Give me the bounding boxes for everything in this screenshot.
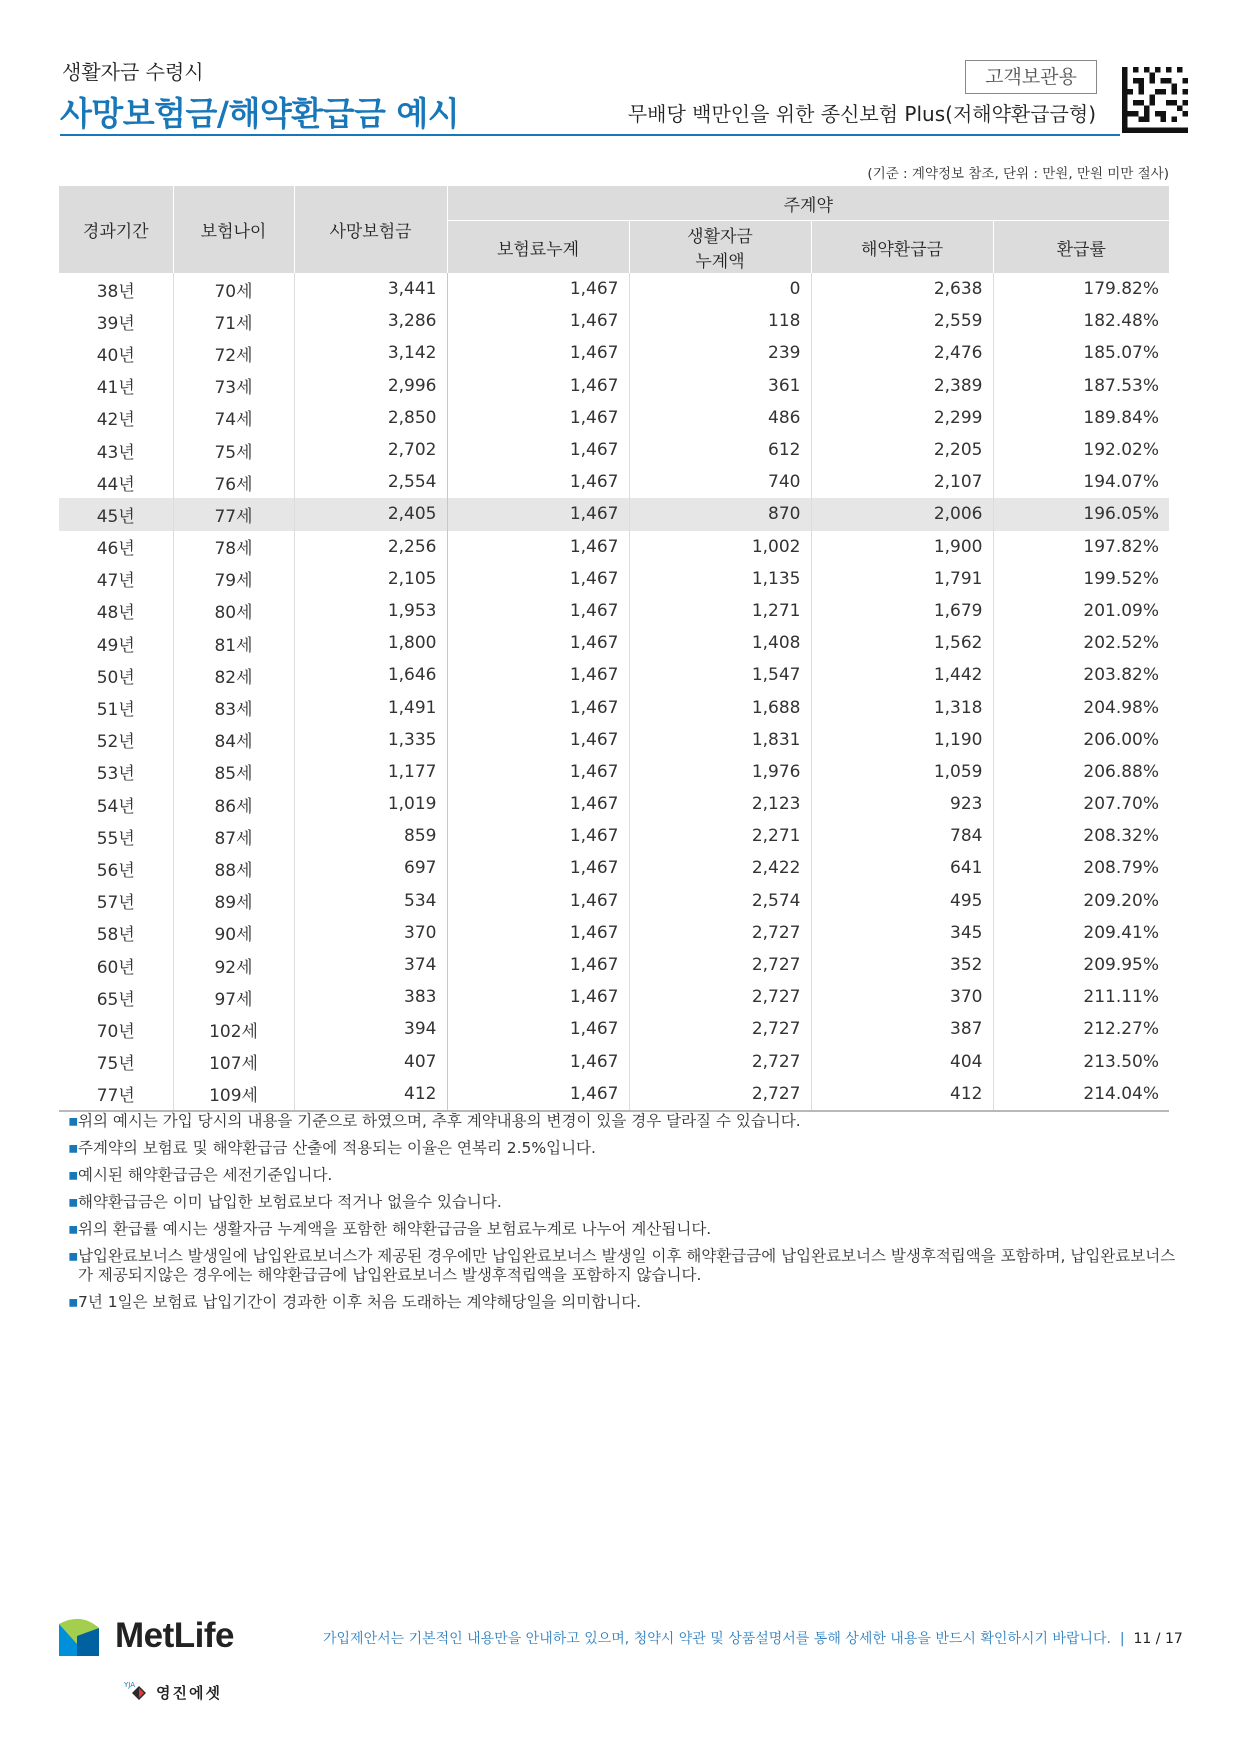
cell-age: 88세 — [173, 852, 294, 884]
cell-period: 48년 — [96, 603, 135, 624]
table-row — [59, 788, 1169, 820]
note-text: 납입완료보너스 발생일에 납입완료보너스가 제공된 경우에만 납입완료보너스 발생일 이후 해약환급금에 납입완료보너스 발생후적립액을 포함하며, 납입완료보너스가 제공되지않은 경우에는 해약환급금에 납입완료보너스 발생후적립액을 포함하지 않습니다. — [78, 1247, 1176, 1284]
cell-premium-total: 1,467 — [447, 917, 629, 949]
cell-age: 71세 — [173, 305, 294, 337]
cell-period: 46년 — [96, 539, 135, 560]
cell-surrender-value: 2,299 — [811, 402, 993, 434]
cell-living-fund: 2,727 — [629, 949, 811, 981]
cell-age: 97세 — [173, 981, 294, 1013]
note-text: 해약환급금은 이미 납입한 보험료보다 적거나 없을수 있습니다. — [78, 1193, 502, 1211]
cell-surrender-value: 641 — [811, 852, 993, 884]
cell-living-fund: 1,271 — [629, 595, 811, 627]
cell-refund-rate: 194.07% — [993, 466, 1169, 498]
note-text: 7년 1일은 보험료 납입기간이 경과한 이후 처음 도래하는 계약해당일을 의미합니다. — [78, 1293, 642, 1311]
cell-premium-total: 1,467 — [447, 563, 629, 595]
note-text: 위의 예시는 가입 당시의 내용을 기준으로 하였으며, 추후 계약내용의 변경이 있을 경우 달라질 수 있습니다. — [78, 1112, 801, 1130]
cell-living-fund: 361 — [629, 370, 811, 402]
cell-death-benefit: 697 — [294, 852, 447, 884]
cell-surrender-value: 784 — [811, 820, 993, 852]
table-row — [59, 917, 1169, 949]
cell-age: 76세 — [173, 466, 294, 498]
cell-period: 41년 — [96, 378, 135, 399]
cell-death-benefit: 2,996 — [294, 370, 447, 402]
product-name: 무배당 백만인을 위한 종신보험 Plus(저해약환급금형) — [627, 102, 1096, 126]
cell-premium-total: 1,467 — [447, 531, 629, 563]
cell-death-benefit: 374 — [294, 949, 447, 981]
cell-age: 86세 — [173, 788, 294, 820]
cell-age: 90세 — [173, 917, 294, 949]
cell-premium-total: 1,467 — [447, 466, 629, 498]
cell-premium-total: 1,467 — [447, 820, 629, 852]
cell-death-benefit: 3,142 — [294, 337, 447, 369]
cell-age: 82세 — [173, 659, 294, 691]
cell-surrender-value: 495 — [811, 885, 993, 917]
cell-death-benefit: 2,702 — [294, 434, 447, 466]
cell-living-fund: 740 — [629, 466, 811, 498]
cell-age: 78세 — [173, 531, 294, 563]
cell-premium-total: 1,467 — [447, 659, 629, 691]
cell-age: 92세 — [173, 949, 294, 981]
cell-death-benefit: 1,019 — [294, 788, 447, 820]
cell-period: 70년 — [96, 1021, 135, 1042]
cell-death-benefit: 2,405 — [294, 498, 447, 530]
table-row — [59, 305, 1169, 337]
customer-copy-badge: 고객보관용 — [965, 60, 1097, 94]
cell-living-fund: 1,688 — [629, 691, 811, 723]
header-period: 경과기간 — [59, 186, 173, 273]
cell-death-benefit: 2,554 — [294, 466, 447, 498]
cell-refund-rate: 197.82% — [993, 531, 1169, 563]
note-item — [68, 1193, 1178, 1212]
table-row — [59, 370, 1169, 402]
table-row — [59, 563, 1169, 595]
cell-living-fund: 1,831 — [629, 724, 811, 756]
cell-living-fund: 1,135 — [629, 563, 811, 595]
cell-death-benefit: 1,491 — [294, 691, 447, 723]
note-item — [68, 1293, 1178, 1312]
cell-surrender-value: 1,442 — [811, 659, 993, 691]
cell-surrender-value: 352 — [811, 949, 993, 981]
cell-living-fund: 2,727 — [629, 917, 811, 949]
cell-age: 107세 — [173, 1046, 294, 1078]
table-row — [59, 402, 1169, 434]
cell-period: 55년 — [96, 828, 135, 849]
cell-period: 47년 — [96, 571, 135, 592]
cell-death-benefit: 534 — [294, 885, 447, 917]
cell-death-benefit: 370 — [294, 917, 447, 949]
cell-age: 74세 — [173, 402, 294, 434]
note-text: 주계약의 보험료 및 해약환급금 산출에 적용되는 이율은 연복리 2.5%입니다. — [78, 1139, 596, 1157]
cell-age: 84세 — [173, 724, 294, 756]
cell-surrender-value: 345 — [811, 917, 993, 949]
cell-death-benefit: 1,646 — [294, 659, 447, 691]
youngjin-logo-icon — [124, 1678, 154, 1704]
cell-surrender-value: 412 — [811, 1078, 993, 1111]
cell-refund-rate: 189.84% — [993, 402, 1169, 434]
cell-living-fund: 2,727 — [629, 1013, 811, 1045]
cell-death-benefit: 412 — [294, 1078, 447, 1111]
cell-age: 87세 — [173, 820, 294, 852]
note-item — [68, 1112, 1178, 1131]
cell-refund-rate: 182.48% — [993, 305, 1169, 337]
unit-basis-note: (기준 : 계약정보 참조, 단위 : 만원, 만원 미만 절사) — [867, 166, 1169, 182]
cell-death-benefit: 383 — [294, 981, 447, 1013]
metlife-logo-icon — [59, 1614, 109, 1656]
table-row — [59, 1046, 1169, 1078]
cell-age: 81세 — [173, 627, 294, 659]
cell-age: 73세 — [173, 370, 294, 402]
cell-refund-rate: 212.27% — [993, 1013, 1169, 1045]
cell-age: 89세 — [173, 885, 294, 917]
cell-living-fund: 1,408 — [629, 627, 811, 659]
note-item — [68, 1247, 1178, 1285]
cell-premium-total: 1,467 — [447, 756, 629, 788]
note-item — [68, 1139, 1178, 1158]
cell-death-benefit: 3,286 — [294, 305, 447, 337]
page-number: 11 / 17 — [1133, 1631, 1183, 1647]
cell-living-fund: 2,422 — [629, 852, 811, 884]
header-premium-total: 보험료누계 — [447, 221, 629, 274]
cell-premium-total: 1,467 — [447, 852, 629, 884]
cell-living-fund: 2,271 — [629, 820, 811, 852]
cell-death-benefit: 859 — [294, 820, 447, 852]
table-row — [59, 852, 1169, 884]
cell-age: 72세 — [173, 337, 294, 369]
cell-period: 45년 — [59, 498, 173, 530]
table-row — [59, 756, 1169, 788]
cell-period: 43년 — [96, 442, 135, 463]
table-row — [59, 595, 1169, 627]
notes-list — [68, 1112, 1178, 1320]
bullet-icon: ▪ — [68, 1139, 79, 1157]
cell-period: 40년 — [96, 345, 135, 366]
cell-age: 75세 — [173, 434, 294, 466]
cell-surrender-value: 2,559 — [811, 305, 993, 337]
cell-period: 38년 — [96, 281, 135, 302]
benefit-table — [59, 186, 1169, 1112]
header-death-benefit: 사망보험금 — [294, 186, 447, 273]
cell-surrender-value: 2,006 — [811, 498, 993, 530]
cell-living-fund: 118 — [629, 305, 811, 337]
header-living-fund — [629, 221, 811, 274]
table-row — [59, 885, 1169, 917]
cell-refund-rate: 208.32% — [993, 820, 1169, 852]
cell-period: 56년 — [96, 860, 135, 881]
cell-surrender-value: 1,679 — [811, 595, 993, 627]
header-main-contract: 주계약 — [447, 186, 1169, 221]
cell-surrender-value: 1,900 — [811, 531, 993, 563]
cell-age: 77세 — [173, 498, 294, 530]
cell-surrender-value: 2,638 — [811, 273, 993, 305]
cell-age: 102세 — [173, 1013, 294, 1045]
cell-refund-rate: 209.95% — [993, 949, 1169, 981]
cell-surrender-value: 387 — [811, 1013, 993, 1045]
cell-living-fund: 239 — [629, 337, 811, 369]
cell-period: 53년 — [96, 764, 135, 785]
table-row — [59, 1078, 1169, 1111]
cell-living-fund: 1,976 — [629, 756, 811, 788]
cell-age: 80세 — [173, 595, 294, 627]
table-row — [59, 949, 1169, 981]
table-row — [59, 1013, 1169, 1045]
cell-living-fund: 1,002 — [629, 531, 811, 563]
cell-premium-total: 1,467 — [447, 1078, 629, 1111]
cell-death-benefit: 394 — [294, 1013, 447, 1045]
cell-refund-rate: 206.00% — [993, 724, 1169, 756]
cell-period: 39년 — [96, 313, 135, 334]
table-row — [59, 820, 1169, 852]
cell-refund-rate: 209.20% — [993, 885, 1169, 917]
bullet-icon: ▪ — [68, 1166, 79, 1184]
cell-surrender-value: 2,107 — [811, 466, 993, 498]
qr-code-icon — [1122, 66, 1188, 134]
cell-age: 70세 — [173, 273, 294, 305]
cell-surrender-value: 2,205 — [811, 434, 993, 466]
cell-refund-rate: 211.11% — [993, 981, 1169, 1013]
page-header — [60, 50, 1187, 140]
cell-period: 44년 — [96, 474, 135, 495]
table-row — [59, 273, 1169, 305]
cell-period: 75년 — [96, 1054, 135, 1075]
metlife-wordmark: MetLife — [115, 1616, 234, 1655]
cell-refund-rate: 203.82% — [993, 659, 1169, 691]
cell-death-benefit: 2,850 — [294, 402, 447, 434]
cell-living-fund: 1,547 — [629, 659, 811, 691]
cell-refund-rate: 202.52% — [993, 627, 1169, 659]
cell-death-benefit: 2,105 — [294, 563, 447, 595]
bullet-icon: ▪ — [68, 1247, 79, 1265]
page-title: 사망보험금/해약환급금 예시 — [60, 94, 460, 133]
cell-period: 54년 — [96, 796, 135, 817]
table-body — [59, 273, 1169, 1111]
cell-premium-total: 1,467 — [447, 498, 629, 530]
cell-period: 52년 — [96, 732, 135, 753]
cell-death-benefit: 407 — [294, 1046, 447, 1078]
cell-period: 50년 — [96, 667, 135, 688]
table-row — [59, 691, 1169, 723]
cell-refund-rate: 213.50% — [993, 1046, 1169, 1078]
cell-age: 79세 — [173, 563, 294, 595]
table-row — [59, 724, 1169, 756]
cell-surrender-value: 923 — [811, 788, 993, 820]
cell-refund-rate: 179.82% — [993, 273, 1169, 305]
header-living-fund-line2: 누계액 — [695, 252, 745, 272]
cell-living-fund: 2,727 — [629, 1078, 811, 1111]
cell-period: 57년 — [96, 893, 135, 914]
cell-surrender-value: 2,389 — [811, 370, 993, 402]
cell-living-fund: 486 — [629, 402, 811, 434]
cell-period: 60년 — [96, 957, 135, 978]
cell-premium-total: 1,467 — [447, 273, 629, 305]
header-refund-rate: 환급률 — [993, 221, 1169, 274]
cell-death-benefit: 2,256 — [294, 531, 447, 563]
table-row — [59, 531, 1169, 563]
cell-living-fund: 0 — [629, 273, 811, 305]
note-item — [68, 1166, 1178, 1185]
table-row — [59, 337, 1169, 369]
cell-surrender-value: 404 — [811, 1046, 993, 1078]
cell-living-fund: 2,123 — [629, 788, 811, 820]
table-header — [59, 186, 1169, 273]
cell-period: 77년 — [59, 1078, 173, 1111]
agency-name: 영진에셋 — [156, 1684, 222, 1702]
table-row — [59, 659, 1169, 691]
cell-refund-rate: 208.79% — [993, 852, 1169, 884]
bullet-icon: ▪ — [68, 1193, 79, 1211]
cell-premium-total: 1,467 — [447, 434, 629, 466]
cell-surrender-value: 370 — [811, 981, 993, 1013]
cell-period: 51년 — [96, 700, 135, 721]
cell-surrender-value: 1,059 — [811, 756, 993, 788]
note-text: 예시된 해약환급금은 세전기준입니다. — [78, 1166, 333, 1184]
cell-premium-total: 1,467 — [447, 402, 629, 434]
bullet-icon: ▪ — [68, 1293, 79, 1311]
cell-living-fund: 612 — [629, 434, 811, 466]
title-underline — [60, 134, 1120, 136]
header-surrender-value: 해약환급금 — [811, 221, 993, 274]
footer-disclaimer — [323, 1628, 1183, 1648]
table-row — [59, 498, 1169, 530]
table-row — [59, 434, 1169, 466]
table-row — [59, 466, 1169, 498]
cell-premium-total: 1,467 — [447, 981, 629, 1013]
cell-refund-rate: 207.70% — [993, 788, 1169, 820]
cell-premium-total: 1,467 — [447, 1013, 629, 1045]
cell-death-benefit: 1,800 — [294, 627, 447, 659]
cell-premium-total: 1,467 — [447, 305, 629, 337]
cell-age: 109세 — [173, 1078, 294, 1111]
cell-period: 65년 — [96, 989, 135, 1010]
agency-mark-text: YJA — [124, 1681, 136, 1689]
cell-refund-rate: 204.98% — [993, 691, 1169, 723]
agency-logo — [124, 1678, 244, 1706]
cell-refund-rate: 199.52% — [993, 563, 1169, 595]
bullet-icon: ▪ — [68, 1112, 79, 1130]
cell-age: 83세 — [173, 691, 294, 723]
cell-surrender-value: 1,791 — [811, 563, 993, 595]
cell-refund-rate: 214.04% — [993, 1078, 1169, 1111]
cell-premium-total: 1,467 — [447, 788, 629, 820]
cell-premium-total: 1,467 — [447, 595, 629, 627]
bullet-icon: ▪ — [68, 1220, 79, 1238]
cell-age: 85세 — [173, 756, 294, 788]
cell-period: 42년 — [96, 410, 135, 431]
cell-premium-total: 1,467 — [447, 724, 629, 756]
cell-period: 49년 — [96, 635, 135, 656]
metlife-logo — [59, 1614, 249, 1660]
cell-refund-rate: 209.41% — [993, 917, 1169, 949]
table-row — [59, 627, 1169, 659]
note-item — [68, 1220, 1178, 1239]
cell-premium-total: 1,467 — [447, 691, 629, 723]
cell-surrender-value: 1,318 — [811, 691, 993, 723]
header-age: 보험나이 — [173, 186, 294, 273]
cell-death-benefit: 1,335 — [294, 724, 447, 756]
cell-premium-total: 1,467 — [447, 1046, 629, 1078]
cell-death-benefit: 3,441 — [294, 273, 447, 305]
cell-premium-total: 1,467 — [447, 627, 629, 659]
cell-premium-total: 1,467 — [447, 370, 629, 402]
cell-refund-rate: 187.53% — [993, 370, 1169, 402]
disclaimer-text: 가입제안서는 기본적인 내용만을 안내하고 있으며, 청약시 약관 및 상품설명서를 통해 상세한 내용을 반드시 확인하시기 바랍니다. — [323, 1631, 1111, 1647]
cell-refund-rate: 206.88% — [993, 756, 1169, 788]
note-text: 위의 환급률 예시는 생활자금 누계액을 포함한 해약환급금을 보험료누계로 나누어 계산됩니다. — [78, 1220, 712, 1238]
cell-surrender-value: 1,562 — [811, 627, 993, 659]
cell-refund-rate: 201.09% — [993, 595, 1169, 627]
cell-living-fund: 870 — [629, 498, 811, 530]
cell-premium-total: 1,467 — [447, 337, 629, 369]
cell-refund-rate: 192.02% — [993, 434, 1169, 466]
header-living-fund-line1: 생활자금 — [687, 227, 753, 247]
cell-refund-rate: 196.05% — [993, 498, 1169, 530]
cell-surrender-value: 2,476 — [811, 337, 993, 369]
table-row — [59, 981, 1169, 1013]
cell-living-fund: 2,574 — [629, 885, 811, 917]
page-subtitle: 생활자금 수령시 — [62, 60, 204, 84]
cell-period: 58년 — [96, 925, 135, 946]
cell-death-benefit: 1,177 — [294, 756, 447, 788]
footer-divider: | — [1115, 1631, 1130, 1647]
cell-living-fund: 2,727 — [629, 1046, 811, 1078]
cell-refund-rate: 185.07% — [993, 337, 1169, 369]
cell-premium-total: 1,467 — [447, 885, 629, 917]
cell-living-fund: 2,727 — [629, 981, 811, 1013]
cell-premium-total: 1,467 — [447, 949, 629, 981]
cell-death-benefit: 1,953 — [294, 595, 447, 627]
cell-surrender-value: 1,190 — [811, 724, 993, 756]
